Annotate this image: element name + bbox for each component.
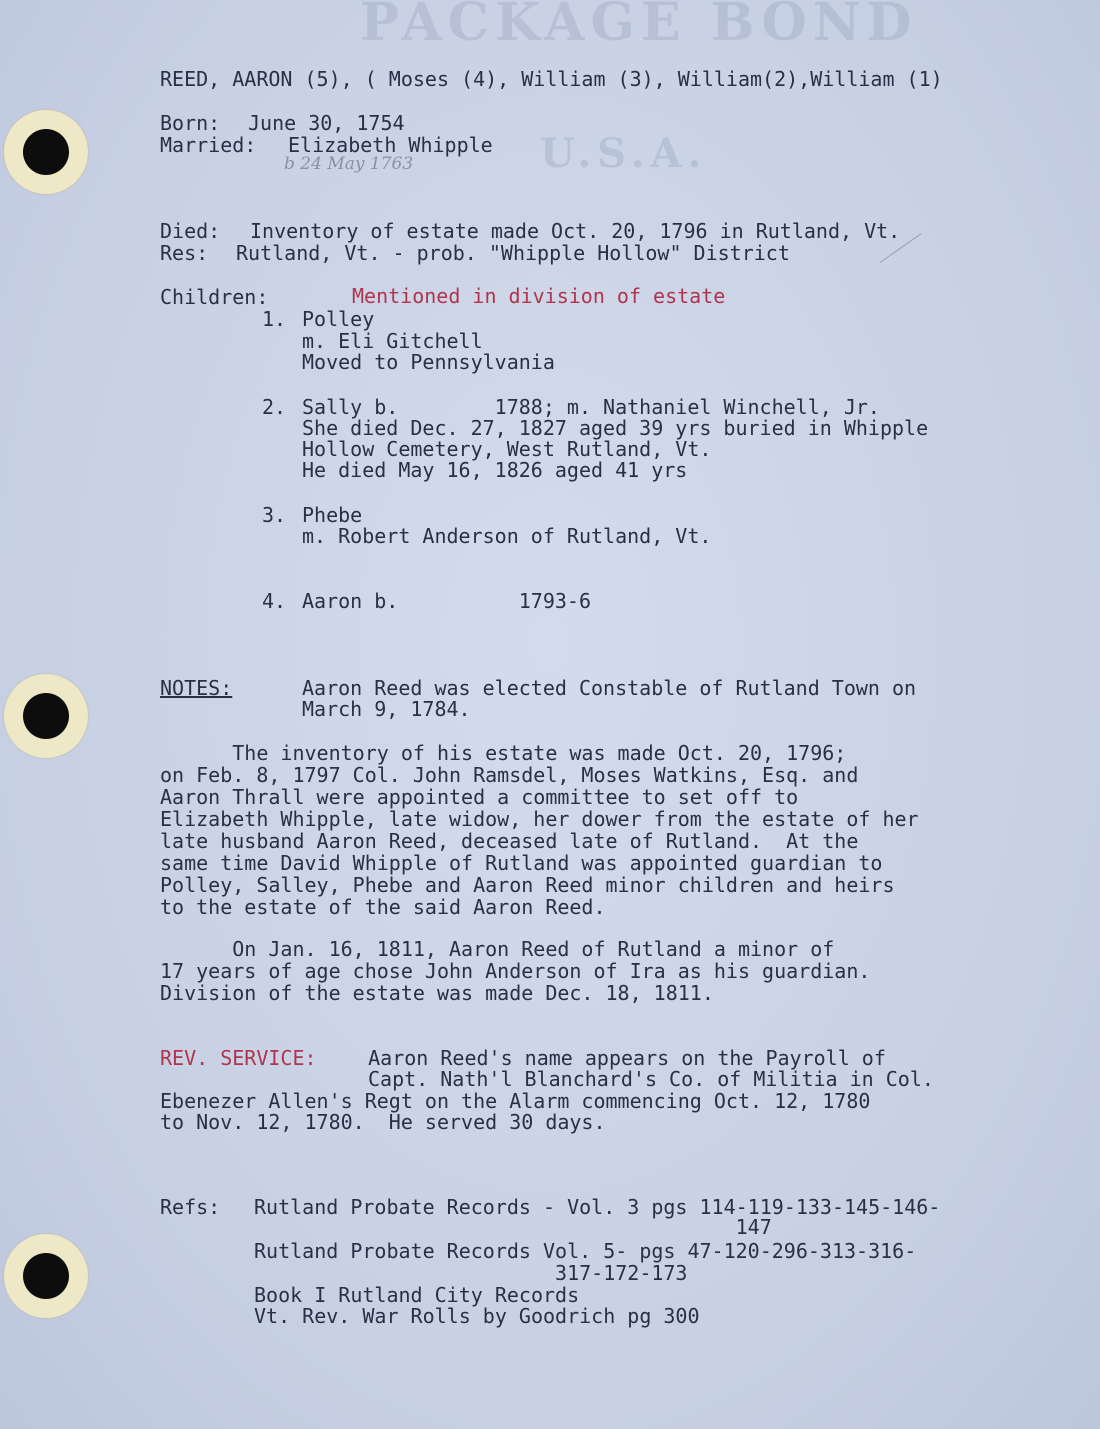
- rev-service-line: Capt. Nath'l Blanchard's Co. of Militia in Col.: [368, 1067, 934, 1091]
- genealogy-title: REED, AARON (5), ( Moses (4), William (3), William(2),William (1): [160, 67, 943, 91]
- child-line: Sally b. 1788; m. Nathaniel Winchell, Jr.: [302, 395, 880, 419]
- notes-line: Aaron Reed was elected Constable of Rutland Town on: [302, 676, 917, 700]
- child-line: m. Robert Anderson of Rutland, Vt.: [302, 524, 712, 548]
- notes-line: to the estate of the said Aaron Reed.: [160, 895, 606, 919]
- died-label: Died:: [160, 219, 221, 243]
- born-value: June 30, 1754: [248, 111, 405, 135]
- died-value: Inventory of estate made Oct. 20, 1796 in Rutland, Vt.: [250, 219, 901, 243]
- notes-line: Division of the estate was made Dec. 18, 1811.: [160, 981, 714, 1005]
- child-number: 1.: [262, 307, 287, 331]
- binder-hole-bottom: [4, 1234, 88, 1318]
- handwritten-birth-note: b 24 May 1763: [284, 154, 414, 174]
- residence-label: Res:: [160, 241, 209, 265]
- refs-line: 147: [254, 1215, 772, 1239]
- child-line: She died Dec. 27, 1827 aged 39 yrs buried in Whipple: [302, 416, 929, 440]
- child-line: Phebe: [302, 503, 363, 527]
- born-label: Born:: [160, 111, 221, 135]
- rev-service-label: REV. SERVICE:: [160, 1046, 317, 1070]
- child-line: Aaron b. 1793-6: [302, 589, 591, 613]
- children-note: Mentioned in division of estate: [352, 284, 726, 308]
- refs-line: Book I Rutland City Records: [254, 1283, 580, 1307]
- notes-line: on Feb. 8, 1797 Col. John Ramsdel, Moses Watkins, Esq. and: [160, 763, 859, 787]
- binder-hole-top: [4, 110, 88, 194]
- refs-line: Rutland Probate Records - Vol. 3 pgs 114-119-133-145-146-: [254, 1195, 941, 1219]
- married-label: Married:: [160, 133, 257, 157]
- child-number: 2.: [262, 395, 287, 419]
- refs-line: 317-172-173: [254, 1261, 688, 1285]
- notes-line: The inventory of his estate was made Oct. 20, 1796;: [160, 741, 847, 765]
- notes-line: late husband Aaron Reed, deceased late of Rutland. At the: [160, 829, 859, 853]
- child-line: Hollow Cemetery, West Rutland, Vt.: [302, 437, 712, 461]
- child-line: m. Eli Gitchell: [302, 329, 483, 353]
- child-number: 4.: [262, 589, 287, 613]
- child-line: Moved to Pennsylvania: [302, 350, 555, 374]
- residence-value: Rutland, Vt. - prob. "Whipple Hollow" District: [236, 241, 790, 265]
- refs-line: Rutland Probate Records Vol. 5- pgs 47-120-296-313-316-: [254, 1239, 917, 1263]
- rev-service-line: to Nov. 12, 1780. He served 30 days.: [160, 1110, 606, 1134]
- notes-line: 17 years of age chose John Anderson of Ira as his guardian.: [160, 959, 871, 983]
- notes-line: Polley, Salley, Phebe and Aaron Reed minor children and heirs: [160, 873, 895, 897]
- binder-hole-middle: [4, 674, 88, 758]
- rev-service-line: Aaron Reed's name appears on the Payroll of: [332, 1046, 886, 1070]
- child-line: Polley: [302, 307, 375, 331]
- notes-line: On Jan. 16, 1811, Aaron Reed of Rutland a minor of: [160, 937, 835, 961]
- notes-line: Elizabeth Whipple, late widow, her dower from the estate of her: [160, 807, 919, 831]
- refs-line: Vt. Rev. War Rolls by Goodrich pg 300: [254, 1304, 700, 1328]
- refs-label: Refs:: [160, 1195, 221, 1219]
- notes-label: NOTES:: [160, 676, 233, 700]
- married-value: Elizabeth Whipple: [288, 133, 493, 157]
- child-line: He died May 16, 1826 aged 41 yrs: [302, 458, 688, 482]
- child-number: 3.: [262, 503, 287, 527]
- children-label: Children:: [160, 285, 269, 309]
- paper-watermark: PACKAGE BOND: [360, 0, 918, 53]
- paper-watermark-2: U.S.A.: [540, 130, 708, 177]
- notes-line: Aaron Thrall were appointed a committee to set off to: [160, 785, 799, 809]
- rev-service-line: Ebenezer Allen's Regt on the Alarm commencing Oct. 12, 1780: [160, 1089, 871, 1113]
- notes-line: March 9, 1784.: [302, 697, 471, 721]
- notes-line: same time David Whipple of Rutland was appointed guardian to: [160, 851, 883, 875]
